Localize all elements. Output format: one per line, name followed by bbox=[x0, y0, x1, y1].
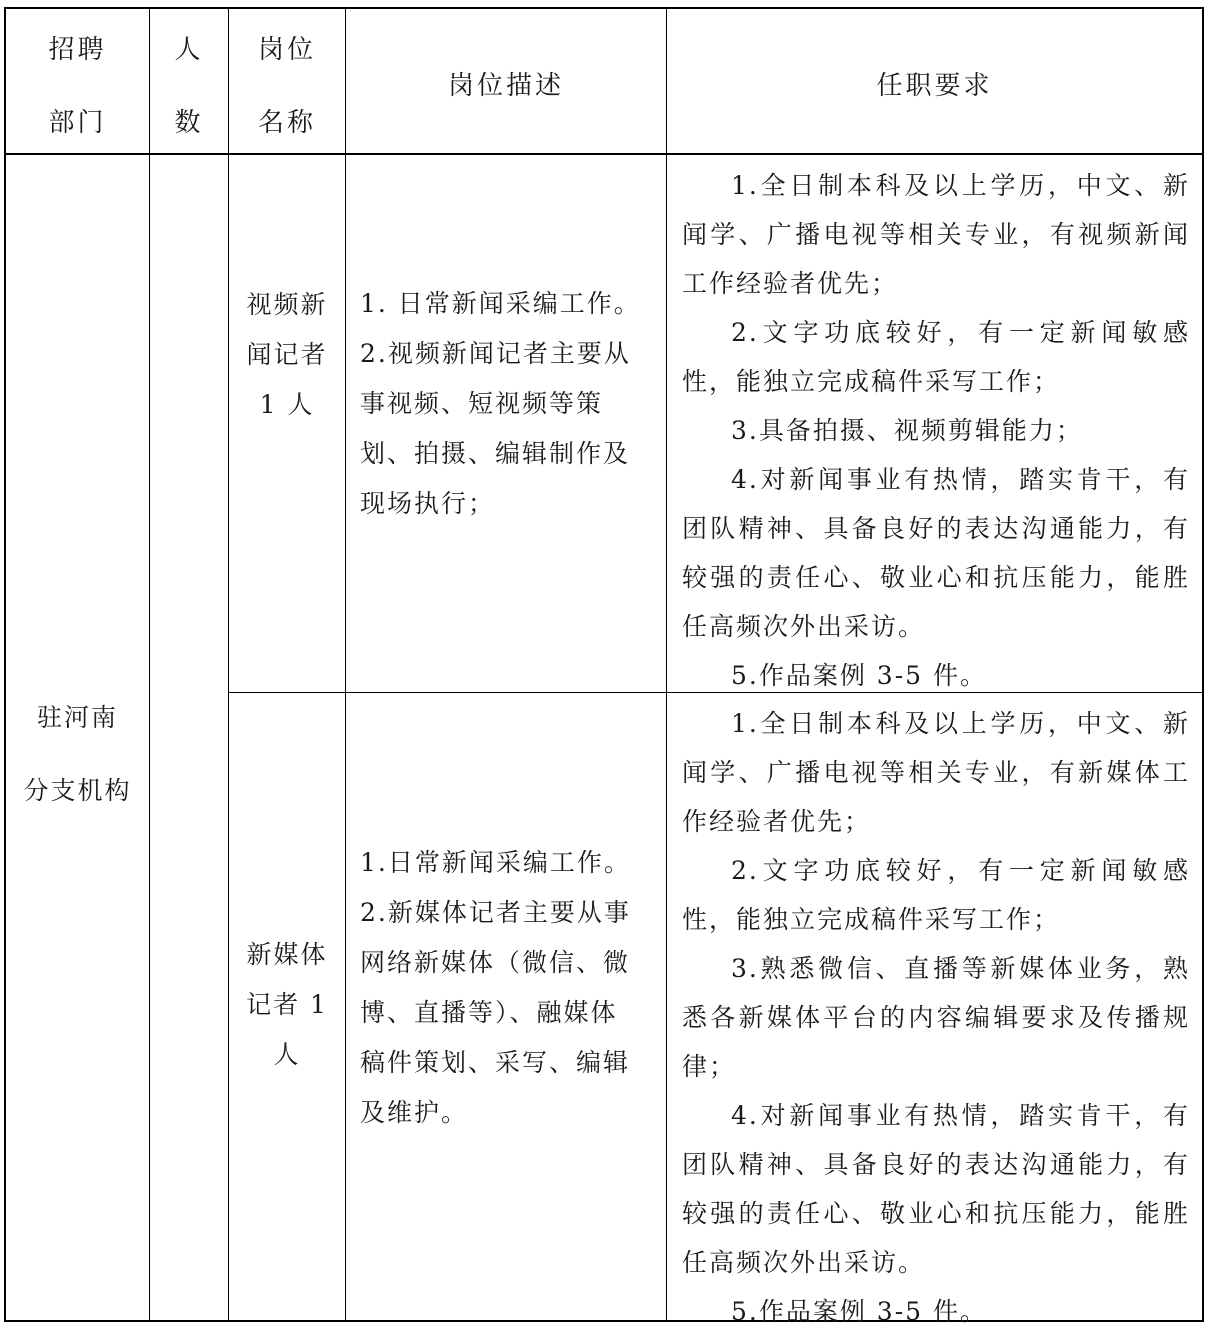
row2-desc-line4: 博、直播等）、融媒体 bbox=[360, 998, 618, 1027]
row1-req-item5: 5.作品案例 3-5 件。 bbox=[731, 661, 988, 690]
count-cell bbox=[150, 155, 228, 1320]
row1-position-line1: 视频新 bbox=[246, 290, 328, 319]
row2-req-item2: 2.文字功底较好，有一定新闻敏感性，能独立完成稿件采写工作； bbox=[682, 856, 1190, 934]
row2-description bbox=[360, 838, 660, 1138]
row1-desc-line4: 划、拍摄、编辑制作及 bbox=[360, 439, 631, 468]
row1-req-item3: 3.具备拍摄、视频剪辑能力； bbox=[731, 416, 1083, 445]
header-description-text: 岗位描述 bbox=[447, 71, 564, 101]
header-description bbox=[346, 9, 666, 153]
row2-desc-line6: 及维护。 bbox=[360, 1098, 469, 1127]
header-dept-line2: 部门 bbox=[48, 108, 107, 138]
row1-position-line3: 1 人 bbox=[259, 390, 315, 419]
row1-req-item2: 2.文字功底较好，有一定新闻敏感性，能独立完成稿件采写工作； bbox=[682, 318, 1190, 396]
row1-position-line2: 闻记者 bbox=[246, 340, 328, 369]
row1-description bbox=[360, 279, 660, 529]
header-dept-line1: 招聘 bbox=[48, 35, 107, 65]
department-line2: 分支机构 bbox=[23, 776, 132, 805]
header-dept bbox=[6, 9, 149, 153]
col-divider-4 bbox=[666, 7, 667, 1322]
row2-desc-line3: 网络新媒体（微信、微 bbox=[360, 948, 631, 977]
row2-req-item3: 3.熟悉微信、直播等新媒体业务，熟悉各新媒体平台的内容编辑要求及传播规律； bbox=[682, 954, 1190, 1081]
row2-req-item4: 4.对新闻事业有热情，踏实肯干，有团队精神、具备良好的表达沟通能力，有较强的责任心、敬业心和抗压能力，能胜任高频次外出采访。 bbox=[682, 1101, 1190, 1277]
row1-desc-line1: 1. 日常新闻采编工作。 bbox=[360, 289, 641, 318]
department-cell bbox=[6, 155, 149, 1320]
header-count-line2: 数 bbox=[174, 108, 204, 138]
row2-position bbox=[229, 693, 345, 1320]
row2-desc-line1: 1.日常新闻采编工作。 bbox=[360, 848, 631, 877]
row2-desc-line2: 2.新媒体记者主要从事 bbox=[360, 898, 631, 927]
row2-requirements bbox=[682, 699, 1190, 1336]
row1-position bbox=[229, 155, 345, 692]
header-count bbox=[150, 9, 228, 153]
row1-desc-line5: 现场执行； bbox=[360, 489, 496, 518]
header-position bbox=[229, 9, 345, 153]
header-requirements bbox=[667, 9, 1202, 153]
table-right-border bbox=[1202, 7, 1204, 1322]
row2-position-line2: 记者 1 bbox=[246, 990, 328, 1019]
col-divider-3 bbox=[345, 7, 346, 1322]
row2-desc-line5: 稿件策划、采写、编辑 bbox=[360, 1048, 631, 1077]
row2-req-item1: 1.全日制本科及以上学历，中文、新闻学、广播电视等相关专业，有新媒体工作经验者优先； bbox=[682, 709, 1190, 836]
row1-desc-line2: 2.视频新闻记者主要从 bbox=[360, 339, 631, 368]
row2-position-line3: 人 bbox=[273, 1040, 301, 1069]
row2-position-line1: 新媒体 bbox=[246, 940, 328, 969]
row2-req-item5: 5.作品案例 3-5 件。 bbox=[731, 1297, 988, 1326]
department-line1: 驻河南 bbox=[36, 703, 118, 732]
row1-requirements bbox=[682, 161, 1190, 700]
header-position-line1: 岗位 bbox=[257, 35, 316, 65]
header-count-line1: 人 bbox=[174, 35, 204, 65]
header-position-line2: 名称 bbox=[257, 108, 316, 138]
header-requirements-text: 任职要求 bbox=[876, 71, 993, 101]
row1-req-item1: 1.全日制本科及以上学历，中文、新闻学、广播电视等相关专业，有视频新闻工作经验者优先； bbox=[682, 171, 1190, 298]
row1-desc-line3: 事视频、短视频等策 bbox=[360, 389, 604, 418]
row1-req-item4: 4.对新闻事业有热情，踏实肯干，有团队精神、具备良好的表达沟通能力，有较强的责任心、敬业心和抗压能力，能胜任高频次外出采访。 bbox=[682, 465, 1190, 641]
